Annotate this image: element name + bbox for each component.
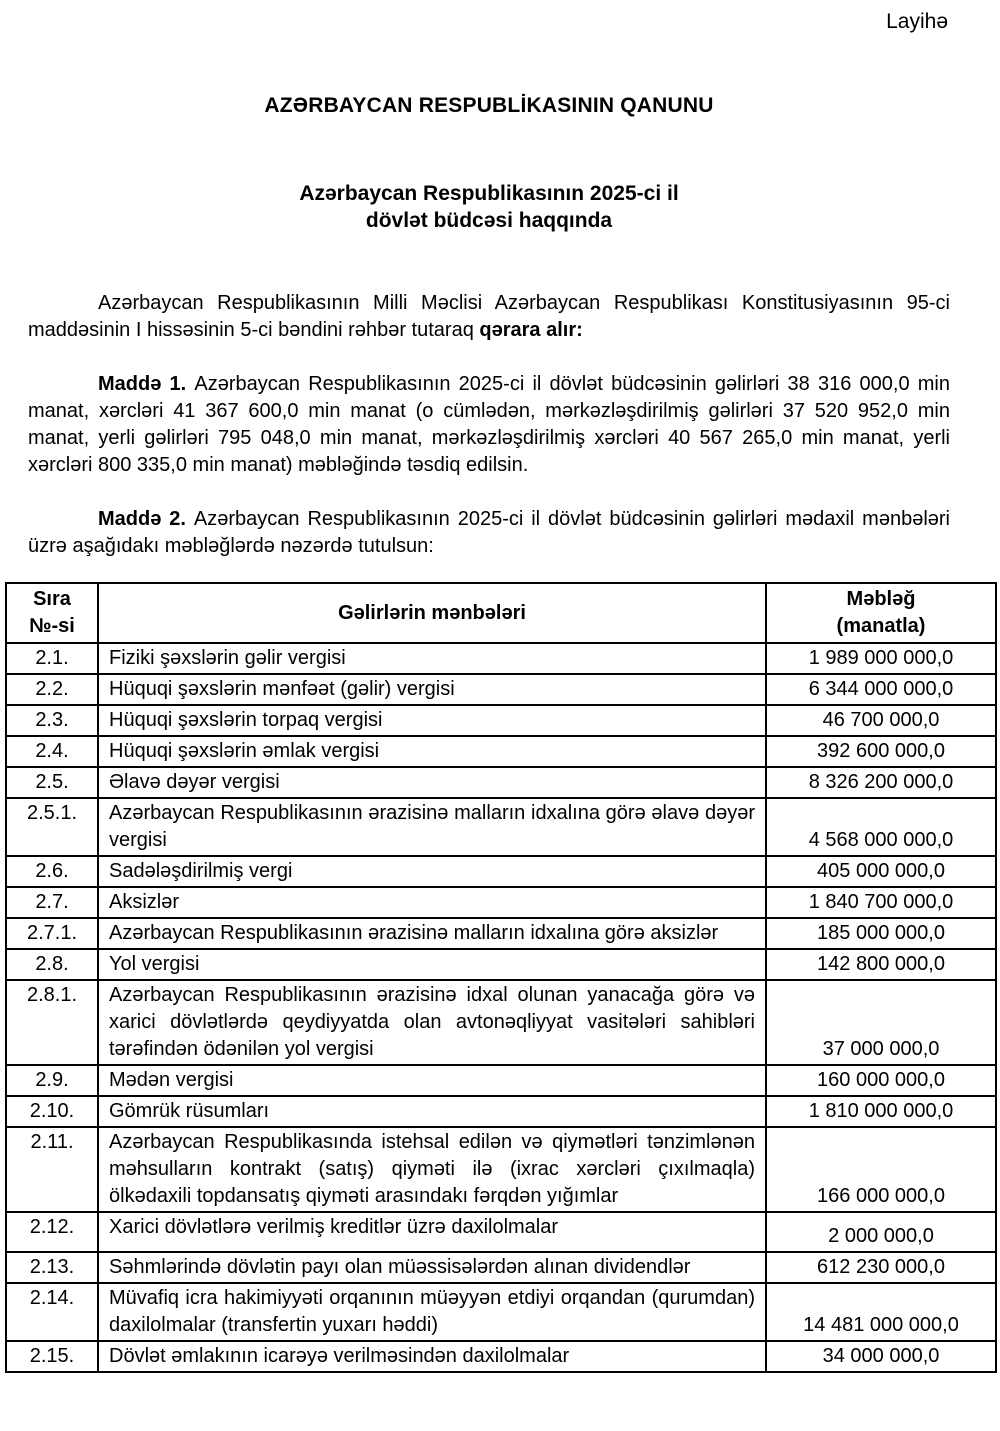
row-number: 2.7. xyxy=(6,887,98,918)
law-subtitle-line1: Azərbaycan Respublikasının 2025-ci il xyxy=(299,182,679,205)
row-number: 2.15. xyxy=(6,1341,98,1372)
table-row xyxy=(6,949,996,980)
row-amount: 2 000 000,0 xyxy=(766,1212,996,1252)
header-cell-source: Gəlirlərin mənbələri xyxy=(98,583,766,643)
row-source: Fiziki şəxslərin gəlir vergisi xyxy=(98,643,766,674)
row-source: Əlavə dəyər vergisi xyxy=(98,767,766,798)
row-source: Gömrük rüsumları xyxy=(98,1096,766,1127)
paragraph-bold-run: Maddə 1. xyxy=(98,373,195,395)
table-row xyxy=(6,736,996,767)
row-source: Hüquqi şəxslərin əmlak vergisi xyxy=(98,736,766,767)
table-row xyxy=(6,1127,996,1212)
header-amount-line2: (manatla) xyxy=(836,615,926,637)
paragraph-run: Azərbaycan Respublikasının Milli Məclisi Azərbaycan Respublikası Konstitusiyasının 95-ci maddəsinin I hissəsinin 5-ci bəndini rəhbər tutaraq xyxy=(28,292,950,341)
table-row xyxy=(6,887,996,918)
paragraph-run: Azərbaycan Respublikasının 2025-ci il dövlət büdcəsinin gəlirləri mədaxil mənbələri üzrə aşağıdakı məbləğlərdə nəzərdə tutulsun: xyxy=(28,508,950,557)
paragraph xyxy=(28,290,950,344)
row-amount: 34 000 000,0 xyxy=(766,1341,996,1372)
header-cell-number xyxy=(6,583,98,643)
row-source: Müvafiq icra hakimiyyəti orqanının müəyyən etdiyi orqandan (qurumdan) daxilolmalar (transfertin yuxarı həddi) xyxy=(98,1283,766,1341)
row-source: Azərbaycan Respublikasının ərazisinə malların idxalına görə əlavə dəyər vergisi xyxy=(98,798,766,856)
law-subtitle-line2: dövlət büdcəsi haqqında xyxy=(365,209,613,232)
row-number: 2.12. xyxy=(6,1212,98,1252)
row-number: 2.13. xyxy=(6,1252,98,1283)
row-amount: 14 481 000 000,0 xyxy=(766,1283,996,1341)
row-source: Aksizlər xyxy=(98,887,766,918)
row-amount: 392 600 000,0 xyxy=(766,736,996,767)
row-number: 2.5.1. xyxy=(6,798,98,856)
table-row xyxy=(6,980,996,1065)
row-number: 2.5. xyxy=(6,767,98,798)
header-cell-amount xyxy=(766,583,996,643)
row-amount: 612 230 000,0 xyxy=(766,1252,996,1283)
table-row xyxy=(6,1341,996,1372)
row-amount: 46 700 000,0 xyxy=(766,705,996,736)
table-row xyxy=(6,856,996,887)
paragraph-run: Azərbaycan Respublikasının 2025-ci il dövlət büdcəsinin gəlirləri 38 316 000,0 min manat, xərcləri 41 367 600,0 min manat (o cümlədən, mərkəzləşdirilmiş gəlirləri 37 520 952,0 min manat, yerli gəlirləri 795 048,0 min manat, mərkəzləşdirilmiş xərcləri 40 567 265,0 min manat, yerli xərcləri 800 335,0 min manat) məbləğində təsdiq edilsin. xyxy=(28,373,950,476)
table-row xyxy=(6,798,996,856)
body-paragraphs xyxy=(28,290,950,560)
row-amount: 1 840 700 000,0 xyxy=(766,887,996,918)
row-number: 2.2. xyxy=(6,674,98,705)
table-row xyxy=(6,767,996,798)
row-source: Sadələşdirilmiş vergi xyxy=(98,856,766,887)
row-amount: 405 000 000,0 xyxy=(766,856,996,887)
row-source: Hüquqi şəxslərin torpaq vergisi xyxy=(98,705,766,736)
row-number: 2.11. xyxy=(6,1127,98,1212)
row-number: 2.10. xyxy=(6,1096,98,1127)
paragraph xyxy=(28,506,950,560)
draft-label: Layihə xyxy=(886,10,948,33)
row-number: 2.6. xyxy=(6,856,98,887)
row-amount: 1 989 000 000,0 xyxy=(766,643,996,674)
document-page xyxy=(0,8,1000,1373)
paragraph xyxy=(28,371,950,479)
row-amount: 8 326 200 000,0 xyxy=(766,767,996,798)
row-number: 2.4. xyxy=(6,736,98,767)
row-source: Azərbaycan Respublikasının ərazisinə malların idxalına görə aksizlər xyxy=(98,918,766,949)
table-row xyxy=(6,705,996,736)
row-amount: 4 568 000 000,0 xyxy=(766,798,996,856)
row-amount: 37 000 000,0 xyxy=(766,980,996,1065)
paragraph-bold-run: qərara alır: xyxy=(479,319,583,341)
table-row xyxy=(6,1096,996,1127)
row-number: 2.3. xyxy=(6,705,98,736)
row-source: Azərbaycan Respublikasının ərazisinə idxal olunan yanacağa görə və xarici dövlətlərdə qeydiyyatda olan avtonəqliyyat vasitələri sahibləri tərəfindən ödənilən yol vergisi xyxy=(98,980,766,1065)
table-row xyxy=(6,674,996,705)
law-subtitle xyxy=(28,180,950,234)
row-number: 2.14. xyxy=(6,1283,98,1341)
table-row xyxy=(6,1283,996,1341)
table-row xyxy=(6,1065,996,1096)
row-source: Səhmlərində dövlətin payı olan müəssisələrdən alınan dividendlər xyxy=(98,1252,766,1283)
revenue-table xyxy=(5,582,997,1373)
row-source: Mədən vergisi xyxy=(98,1065,766,1096)
header-amount-line1: Məbləğ xyxy=(846,588,916,610)
row-number: 2.8. xyxy=(6,949,98,980)
table-row xyxy=(6,1252,996,1283)
row-amount: 160 000 000,0 xyxy=(766,1065,996,1096)
row-source: Dövlət əmlakının icarəyə verilməsindən daxilolmalar xyxy=(98,1341,766,1372)
paragraph-bold-run: Maddə 2. xyxy=(98,508,194,530)
header-number-line2: №-si xyxy=(29,615,75,637)
law-title: AZƏRBAYCAN RESPUBLİKASININ QANUNU xyxy=(264,94,714,117)
row-amount: 185 000 000,0 xyxy=(766,918,996,949)
row-amount: 6 344 000 000,0 xyxy=(766,674,996,705)
row-number: 2.1. xyxy=(6,643,98,674)
table-row xyxy=(6,918,996,949)
row-number: 2.8.1. xyxy=(6,980,98,1065)
row-source: Yol vergisi xyxy=(98,949,766,980)
table-header-row xyxy=(6,583,996,643)
row-number: 2.9. xyxy=(6,1065,98,1096)
table-row xyxy=(6,1212,996,1252)
row-amount: 142 800 000,0 xyxy=(766,949,996,980)
row-number: 2.7.1. xyxy=(6,918,98,949)
row-source: Hüquqi şəxslərin mənfəət (gəlir) vergisi xyxy=(98,674,766,705)
row-amount: 1 810 000 000,0 xyxy=(766,1096,996,1127)
row-source: Xarici dövlətlərə verilmiş kreditlər üzrə daxilolmalar xyxy=(98,1212,766,1252)
row-source: Azərbaycan Respublikasında istehsal edilən və qiymətləri tənzimlənən məhsulların kontrakt (satış) qiyməti ilə (ixrac xərcləri çıxılmaqla) ölkədaxili topdansatış qiyməti arasındakı fərqdən yığımlar xyxy=(98,1127,766,1212)
row-amount: 166 000 000,0 xyxy=(766,1127,996,1212)
header-number-line1: Sıra xyxy=(33,588,71,610)
table-row xyxy=(6,643,996,674)
